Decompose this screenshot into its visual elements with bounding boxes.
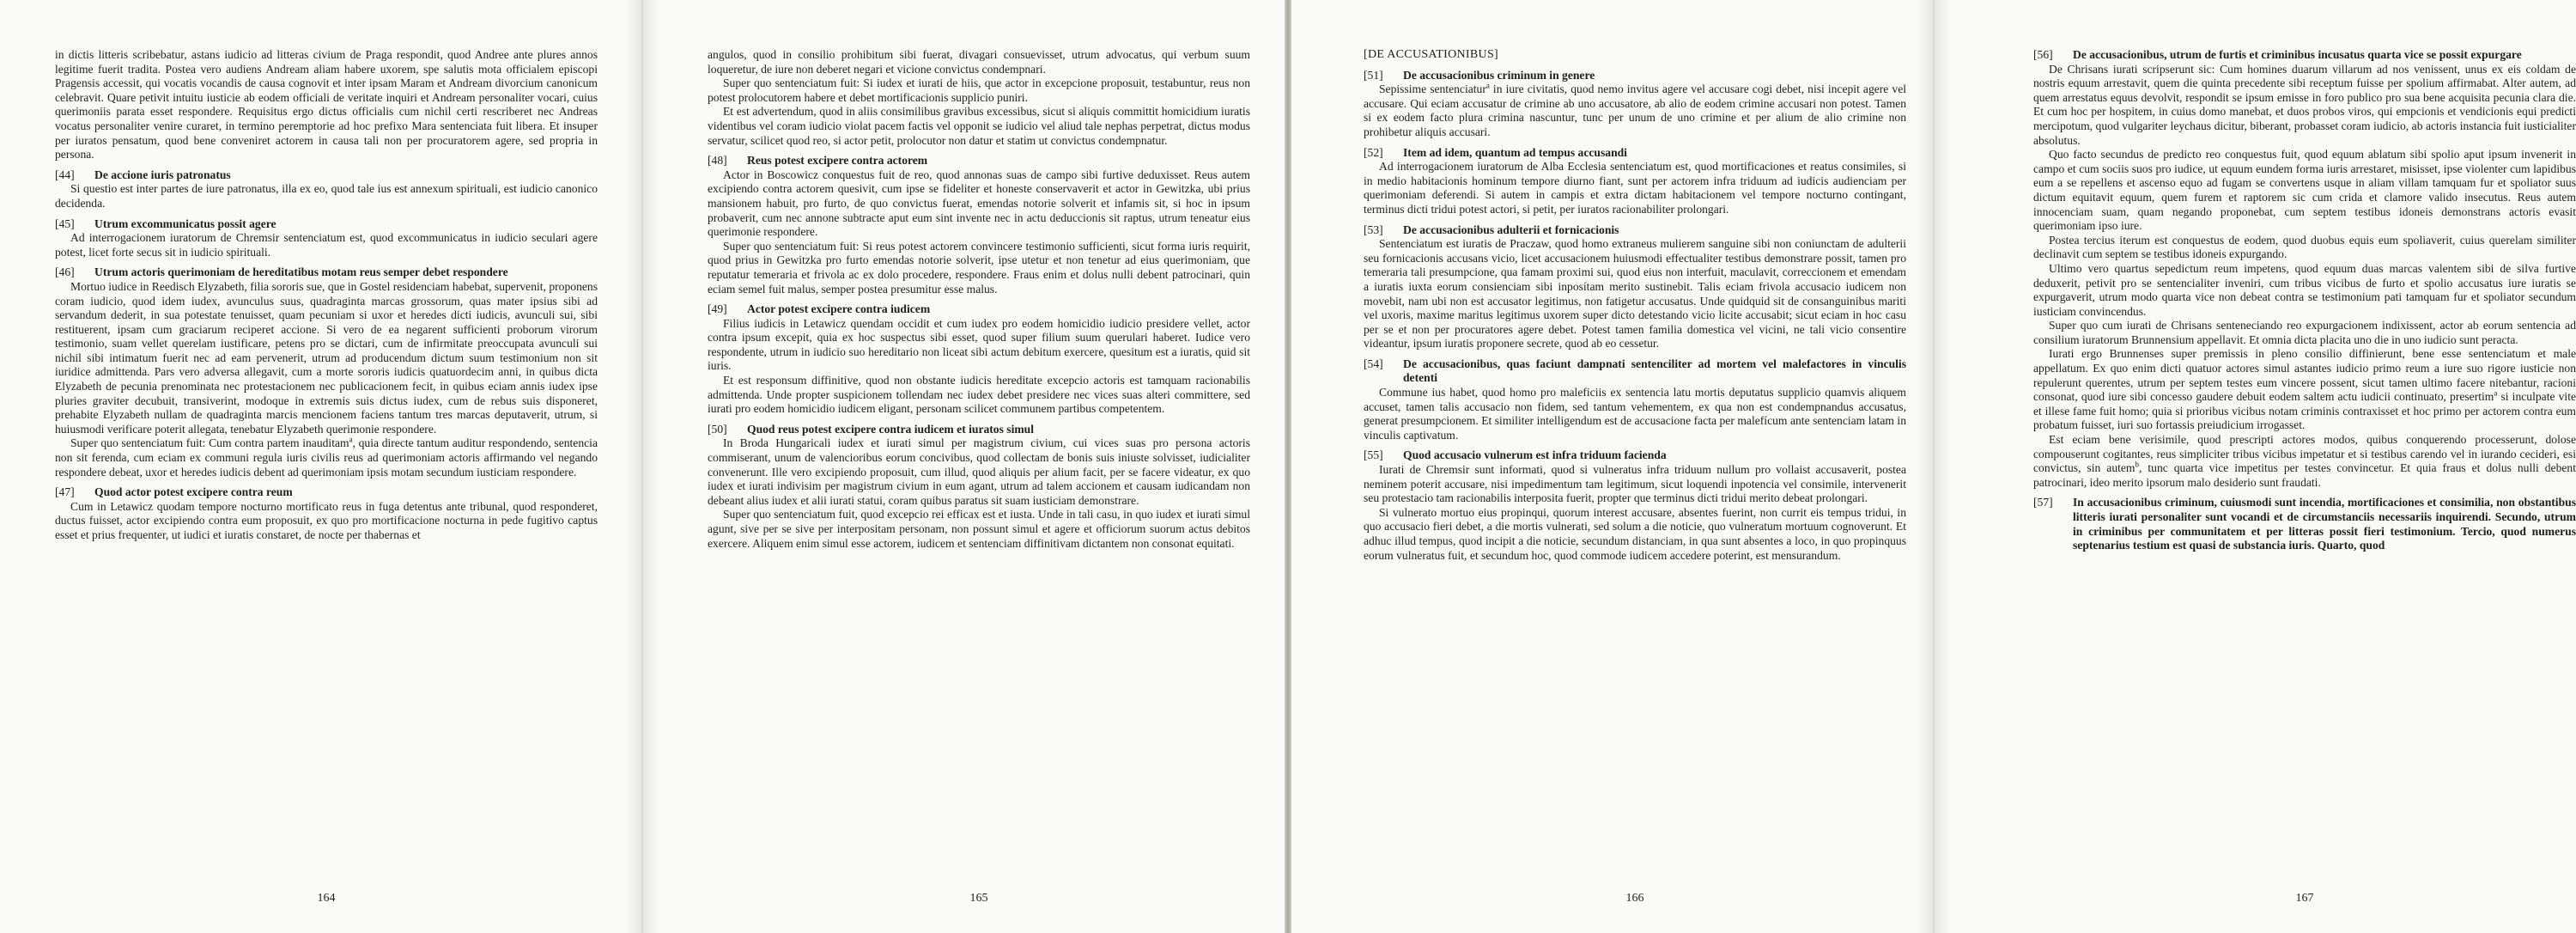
text-run: si inculpate vite et illese fame fuit homo; quia si prioribus vicibus notam criminis contraxisset et hoc primo per actorem contra eum probatum fuisset, iuri suo fortassis preiudicium irrogasset. [2033, 390, 2576, 432]
paragraph: Ad interrogacionem iuratorum de Alba Ecclesia sentenciatum est, quod mortificaciones et reatus consimiles, si in medio habitacionis hominum tempore diurno fiant, sunt per actorem infra triduum ad iudicis audienciam per querimoniam deferendi. Si autem in campis et extra dictam habitacionem vel tempore nocturno contingant, terminus dicti tridui potest actori, si petit, per iuratos racionabiliter prolongari. [1364, 160, 1906, 216]
paragraph [2033, 347, 2576, 433]
paragraph: In Broda Hungaricali iudex et iurati simul per magistrum civium, cui vices suas pro persona actoris commiserant, unum de valencioribus eorum concivibus, quod collectam de bonis suis iniuste solvisset, iudicialiter convenerunt. Ille vero excipiendo proposuit, cum illud, quod aliquis per alium facit, per se facere videatur, ex quo iudex et iurati indivisim per magistrum civium in eum agant, utrum ad talem accionem et causam iudicandam non debeant alius iudex et alii iurati statui, coram quibus paratus sit suam iusticiam demonstrare. [708, 436, 1250, 507]
section-number: [47] [55, 485, 75, 499]
section-title: De accusacionibus, quas faciunt dampnati sentenciliter ad mortem vel malefactores in vinculis detenti [1403, 357, 1906, 385]
paragraph: Postea tercius iterum est conquestus de eodem, quod duobus equis eum spoliaverit, cuius querelam similiter declinavit cum septem se testibus idoneis expurgando. [2033, 233, 2576, 261]
section-number: [51] [1364, 68, 1383, 82]
text-run: in iure civitatis, quod nemo invitus agere vel accusare cogi debet, nisi incepit agere vel accusare. Qui eciam accusatur de crimine ab uno accusatore, ab alio de eodem crimine accusari non potest. Tamen si ex eodem facto plura crimina nascuntur, tunc per unum de uno crimine et per alium de alio crimine non prohibetur aliquis accusari. [1364, 82, 1906, 138]
footnote-marker: a [2494, 388, 2498, 398]
section-heading-52 [1364, 146, 1906, 161]
paragraph: Et est responsum diffinitive, quod non obstante iudicis hereditate excepcio actoris est tamquam racionabilis admittenda. Unde propter suspicionem tollendam nec iudex debet presidere nec vices suas alteri committere, sed iurati pro eodem homicidio iudicem eligant, personam scilicet communem partibus competentem. [708, 374, 1250, 416]
paragraph [2033, 433, 2576, 490]
section-title: De accusacionibus, utrum de furtis et criminibus incusatus quarta vice se possit expurgare [2073, 48, 2522, 61]
page-164 [55, 48, 598, 543]
section-text: In accusacionibus criminum, cuiusmodi sunt incendia, mortificaciones et consimilia, non obstantibus litteris iurati personaliter sunt vocandi et de circumstanciis necessariis inquirendi. Secundo, utrum in criminibus per communitatem et per litteras possit fieri testimonium. Tercio, quod numerus septenarius testium est quasi de substancia iuris. Quarto, quod [2073, 496, 2576, 552]
paragraph: Super quo sentenciatum fuit, quod excepcio rei efficax est et iusta. Unde in tali casu, in quo iudex et iurati simul agunt, sive per se sive per interpositam personam, non possunt simul et agere et officiorum suorum actus debitos exercere. Aliquem enim simul esse actorem, iudicem et sentenciam diffinitivam dictantem non consonat equitati. [708, 508, 1250, 550]
page-number: 165 [969, 892, 988, 905]
paragraph: Super quo sentenciatum fuit: Si reus potest actorem convincere testimonio sufficienti, sicut forma iuris requirit, quod prius in Gewitzka pro furto emendas notorie solverit, ipse utetur et non tenetur ad eius querimoniam, que reputatur temeraria et frivola ac ex dolo procedere, respondere. Fraus enim et dolus nulli debent patrocinari, quin eciam semel fuit malus, semper postea presumitur esse malus. [708, 239, 1250, 296]
section-heading-53 [1364, 223, 1906, 238]
page-number: 167 [2295, 892, 2314, 905]
text-run: Est eciam bene verisimile, quod prescripti actores modos, quibus conquerendo processerunt, dolose compouserunt cogitantes, reus simpliciter tribus vicibus impetatur et si testibus carendo vel in iurando cecideri, esi convictus, sin autem [2033, 433, 2576, 475]
chapter-header: [DE ACCUSATIONIBUS] [1364, 48, 1498, 61]
page-167 [2033, 48, 2576, 553]
section-title: Reus potest excipere contra actorem [747, 154, 928, 168]
section-title: Utrum actoris querimoniam de hereditatibus motam reus semper debet respondere [94, 265, 508, 279]
paragraph: Super quo cum iurati de Chrisans senteneciando reo expurgacionem indixissent, actor ab eorum sentencia ad consilium iuratorum Brunnensium appellavit. Et omnia dicta placita uno die in uno iudicio sunt peracta. [2033, 319, 2576, 346]
section-heading-49 [708, 302, 1250, 317]
paragraph: Cum in Letawicz quodam tempore nocturno mortificato reus in fuga detentus ante tribunal, quod responderet, ductus fuisset, actor excipiendo contra eum proposuit, ex quo pro mortificacione nocturna in pede fugitivo captus esset et prius frequenter, ut iudici et iuratis constaret, de nocte per thabernas et [55, 499, 598, 541]
gutter [1285, 0, 1291, 933]
paragraph: Quo facto secundus de predicto reo conquestus fuit, quod equum ablatum sibi spolio aput ipsum invenerit in campo et cum sociis suos pro iudice, ut equum eundem forma iuris arrestaret, misisset, ipse violenter cum lapidibus eum a se repellens et ascenso equo ad fugam se convertens usque in aliam villam tamquam fur et spoliator suus dictum equitavit equum, quem furem et raptorem sic cum crida et clamore valido insecutus. Reus autem innocenciam suam, quam negando proponebat, cum septem testibus idoneis demonstrans actoris evasit querimoniam ipso iure. [2033, 148, 2576, 233]
text-run: Super quo sentenciatum fuit: Cum contra partem inauditam [70, 436, 349, 450]
paragraph: De Chrisans iurati scripserunt sic: Cum homines duarum villarum ad nos venissent, unus ex eis coldam de nostris equum arrestavit, quem die quinta precedente sibi receptum fuisse per spolium affirmabat. Alter autem, ad quem arrestatus equus devolvit, respondit se ipsum emisse in foro publico pro sua bene acquisita pecunia clara die. Et cum hoc per hospitem, in cuius domo manebat, et duos probos viros, qui empcionis et vendicionis equi predicti mercipotum, quod vulgariter leychaus dicitur, biberant, probasset coram iudicio, ab actoris instancia fuit iusticialiter absolutus. [2033, 62, 2576, 147]
section-number: [50] [708, 422, 727, 436]
text-run: , tunc quarta vice impetitus per testes convincetur. Et quia fraus et dolus nulli debent patrocinari, ideo merito ipsorum malo desiderio sunt fraudati. [2033, 461, 2576, 489]
page-166 [1364, 48, 1906, 563]
section-number: [45] [55, 216, 75, 230]
paragraph: Commune ius habet, quod homo pro maleficiis ex sentencia latu mortis deputatus supplicio quamvis aliquem accuset, tamen talis accusacio non fidem, sed tantum vehementem, ex qua non est condempnandus accusatus, generat presumpcionem. Et similiter intelligendum est de accusacione facta per malefícum ante sentenciam latam in vinculis captivatum. [1364, 386, 1906, 442]
section-title: Utrum excommunicatus possit agere [94, 216, 276, 230]
footnote-marker: a [1485, 81, 1490, 90]
section-number: [55] [1364, 448, 1383, 462]
section-heading-45 [55, 217, 598, 232]
section-title: Quod actor potest excipere contra reum [94, 485, 293, 499]
section-heading-56 [2033, 48, 2576, 63]
paragraph: Si questio est inter partes de iure patronatus, illa ex eo, quod tale ius est annexum spirituali, est iudicio canonico decidenda. [55, 182, 598, 210]
left-spread [0, 0, 1285, 933]
footnote-marker: a [349, 435, 353, 444]
page-number: 164 [317, 892, 336, 905]
footnote-marker: b [2135, 460, 2140, 469]
text-run: , quia directe tantum auditur respondendo, sentencia non sit ferenda, cum eciam ex communi regula iuris civilis reus ad querimoniam actoris affirmando vel negando respondere debeat, uxor et heredes iudicis debent ad querimoniam ipsis motam secundum iusticiam respondere. [55, 436, 598, 479]
paragraph: Et est advertendum, quod in aliis consimilibus gravibus excessibus, sicut si aliquis committit homicidium iuratis videntibus vel coram iudicio violat pacem factis vel opponit se iudicio vel aliud tale nephas perpetrat, dictus modus servatur, scilicet quod reo, si actor petit, prolocutor non datur et statim ut convictus condempnatur. [708, 105, 1250, 147]
section-heading-48 [708, 154, 1250, 168]
section-title: De accusacionibus criminum in genere [1403, 68, 1595, 82]
section-number: [56] [2033, 48, 2053, 61]
section-number: [57] [2033, 496, 2053, 509]
section-number: [53] [1364, 223, 1383, 236]
section-heading-44 [55, 168, 598, 183]
section-title: Quod reus potest excipere contra iudicem et iuratos simul [747, 422, 1035, 436]
text-run: Sepissime sentenciatur [1379, 82, 1486, 96]
section-title: Quod accusacio vulnerum est infra triduum facienda [1403, 448, 1667, 462]
section-heading-50 [708, 423, 1250, 437]
page-165 [708, 48, 1250, 551]
section-heading-54 [1364, 357, 1906, 386]
section-title: De accusacionibus adulterii et fornicacionis [1403, 223, 1619, 236]
paragraph: Mortuo iudice in Reedisch Elyzabeth, filia sororis sue, que in Gostel residenciam habebat, supervenit, proponens coram iudicio, quod idem iudex, avunculus suus, quadraginta marcas grossorum, quas mater ipsius sibi ad servandum dederit, in sua potestate tenuisset, quam pecuniam si uxor et heredes dicti iudicis, avunculi sui, sibi restituerent, ipsam cum graciarum reciperet accione. Si vero de ea negarent sufficienti proborum virorum testimonio, suam vellet querelam iustificare, petens pro se dictari, cum de infirmitate preoccupata avunculi sui nichil sibi intimatum fuerit nec ad eam pervenerit, utrum ad producendum dictum suum testimonium non sit iuridice admittenda. Pars vero adversa allegavit, cum a morte sororis iudicis quatuordecim anni, in quibus dicta Elyzabeth de pecunia prenominata nec protestacionem nec publicacionem fecit, in quibus eciam annis iudex ipse pluries graviter decubuit, transiverint, modoque in extremis suis dictus iudex, cum de rebus suis disponeret, prehabite Elyzabeth nullam de quadraginta marcis mencionem faciens tantum tres marcas deputaverit, utrum, si huiusmodi verificare poterit allegata, tenebatur Elyzabeth querimonie respondere. [55, 279, 598, 436]
paragraph: angulos, quod in consilio prohibitum sibi fuerat, divagari consuevisset, utrum advocatus, qui verbum suum loqueretur, de iure non deberet negari et vicione convictus condempnari. [708, 48, 1250, 76]
paragraph: in dictis litteris scribebatur, astans iudicio ad litteras civium de Praga respondit, quod Andree ante plures annos legitime fuerit tradita. Postea vero audiens Andream aliam habere uxorem, spe salutis mota officialem episcopi Pragensis accessit, qui vocatis vocandis de causa cognovit et inter ipsam Maram et Andream divorcium canonicum celebravit. Quare petivit intuitu iusticie ab eodem officiali de veritate inquiri et Andream personaliter vocari, cuius querimoniis parata esset respondere. Requisitus ergo dictus officialis cum nichil certi rescriberet nec Andreas vocatus personaliter venire curaret, in termino peremptorie ad hoc prefixo Mara sentenciata fuit libera. Et insuper per iuratos pensatum, quod bene conveniret actorem in causa tali non per procuratorem agere, sed propria in persona. [55, 48, 598, 162]
paragraph [55, 436, 598, 479]
paragraph: Sentenciatum est iuratis de Praczaw, quod homo extraneus mulierem sanguine sibi non coniunctam de adulterii seu fornicacionis accusans vicio, licet accusacionem huiusmodi effectualiter testibus demonstrare possit, tamen pro temeraria tali presumpcione, qua famam proximi sui, quod eius non interfuit, maculavit, correccionem et emendam a iuratis iuxta eorum consienciam sibi inposítam merito sustinebit. Talis eciam frivola accusacio iudicem non movebit, nam ubi non est accusator legitimus, non fatigetur accusatus. Unde quidquid sit de consanguinibus mariti vel uxoris, maxime maritus legitimus uxorem super dicto detestando vicio licite accusabit; sicut eciam in hoc casu per se et non per procuratores agere debet. Potest tamen familia domestica vel vicini, ne tali vicio consentire videantur, ipsum iuratis proponere secrete, quod ab eo cessetur. [1364, 237, 1906, 351]
section-heading-55 [1364, 448, 1906, 463]
text-run: Iurati ergo Brunnenses super premissis in pleno consilio diffinierunt, bene esse sentenciatum et male appellatum. Ex quo enim dicti quatuor actores simul astantes iudicio primo reum a iure suo rigore iusticie non repulerunt querentes, utrum per septem testes eum vincere possent, sicut tamen ultimo facere nitebantur, racioni consonat, quod iure sibi concesso gaudere debuit eodem saltem actu iudicii continuato, presertim [2033, 347, 2576, 404]
paragraph: Ad interrogacionem iuratorum de Chremsir sentenciatum est, quod excommunicatus in iudicio seculari agere potest, licet forte secus sit in iudicio spirituali. [55, 231, 598, 259]
section-heading-57 [2033, 496, 2576, 552]
paragraph: Si vulnerato mortuo eius propinqui, quorum interest accusare, absentes fuerint, non currit eis tempus tridui, in quo accusacio fieri debet, a die mortis vulnerati, sed solum a die noticie, quo vulneratum mortuum cognoverunt. Et adhuc illud tempus, quod incipit a die noticie, secundum distanciam, in qua sunt absentes a loco, in quo propinquus eorum vulneratus fuit, et secundum hoc, quod commode iudicem accedere poterint, est mensurandum. [1364, 505, 1906, 562]
paragraph: Iurati de Chremsir sunt informati, quod si vulneratus infra triduum nullum pro vollaist accusaverit, postea neminem poterit accusare, nisi impedimentum tam legitimum, sicut loquendi inpotencia vel consimile, intervenerit seu protestacio tam racionabilis interposita fuerit, propter que terminus dicti tridui merito debeat prolongari. [1364, 463, 1906, 505]
paragraph [1364, 82, 1906, 139]
section-number: [44] [55, 168, 75, 181]
paragraph: Filius iudicis in Letawicz quendam occidit et cum iudex pro eodem homicidio iudicio presidere vellet, actor contra ipsum excepit, quia ex hoc suspectus sibi esset, quod super filium suum querulari haberet. Iudice vero respondente, utrum in iudicio suo hereditario non liceat sibi actum debitum exercere, quesitum est a iuratis, quid sit iuris. [708, 316, 1250, 373]
section-title: Actor potest excipere contra iudicem [747, 302, 931, 316]
section-heading-47 [55, 485, 598, 500]
book-fold [1917, 0, 1951, 933]
page-number: 166 [1625, 892, 1644, 905]
paragraph: Actor in Boscowicz conquestus fuit de reo, quod annonas suas de campo sibi furtive deduxisset. Reus autem excipiendo contra actorem quesivit, cum ipse se fideliter et honeste conservaverit et actor in Gewitzka, ubi prius mansionem habuit, pro furto, de quo convictus fuerat, emendas notorie solverit et infamis sit, si hoc in ipsum probaverit, cum nec annone subtracte aput eum sint invente nec in actu deduccionis sit raptus, utrum teneatur eius querimonie respondere. [708, 168, 1250, 239]
section-heading-51 [1364, 69, 1906, 83]
section-title: De accione iuris patronatus [94, 168, 231, 181]
section-heading-46 [55, 265, 598, 280]
section-title: Item ad idem, quantum ad tempus accusandi [1403, 145, 1627, 159]
section-number: [48] [708, 154, 727, 168]
section-number: [54] [1364, 357, 1383, 370]
book-fold [625, 0, 659, 933]
paragraph: Super quo sentenciatum fuit: Si iudex et iurati de hiis, que actor in excepcione proposuit, testabuntur, reus non potest prolocutorem habere et debet mortificacionis supplicio puniri. [708, 76, 1250, 104]
right-spread [1291, 0, 2576, 933]
section-number: [46] [55, 265, 75, 279]
section-number: [52] [1364, 145, 1383, 159]
section-number: [49] [708, 302, 727, 316]
paragraph: Ultimo vero quartus sepedictum reum impetens, quod equum duas marcas valentem sibi de silva furtive deduxerit, petivit pro se sentencialiter inveniri, cum tribus vicibus de furto et spolio accusatus iure iuratis se expurgaverit, utrum modo quarta vice non debeat contra se testimonium pati tamquam fur et spoliator secundum iusticiam convincendus. [2033, 261, 2576, 318]
